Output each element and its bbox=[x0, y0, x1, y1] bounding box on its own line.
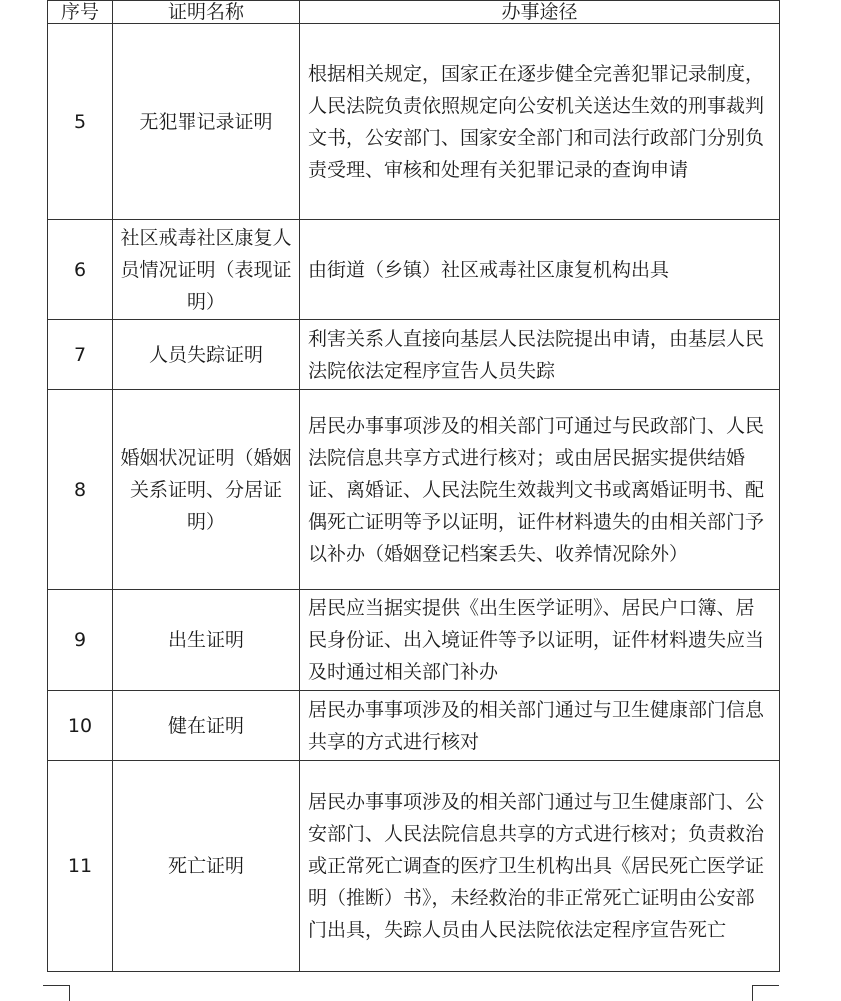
certificate-table bbox=[47, 0, 780, 972]
row-path: 居民办事事项涉及的相关部门可通过与民政部门、人民法院信息共享方式进行核对；或由居民据实提供结婚证、离婚证、人民法院生效裁判文书或离婚证明书、配偶死亡证明等予以证明，证件材料遗失的由相关部门予以补办（婚姻登记档案丢失、收养情况除外） bbox=[300, 390, 780, 590]
table-row bbox=[48, 590, 780, 691]
row-name: 社区戒毒社区康复人员情况证明（表现证明） bbox=[113, 220, 300, 320]
row-name: 健在证明 bbox=[113, 691, 300, 761]
row-path: 根据相关规定，国家正在逐步健全完善犯罪记录制度，人民法院负责依照规定向公安机关送达生效的刑事裁判文书，公安部门、国家安全部门和司法行政部门分别负责受理、审核和处理有关犯罪记录的查询申请 bbox=[300, 24, 780, 220]
row-name: 死亡证明 bbox=[113, 761, 300, 972]
row-name: 无犯罪记录证明 bbox=[113, 24, 300, 220]
row-name: 人员失踪证明 bbox=[113, 320, 300, 390]
row-no: 5 bbox=[48, 24, 113, 220]
table-row bbox=[48, 220, 780, 320]
table-row bbox=[48, 691, 780, 761]
table-header-row bbox=[48, 1, 780, 24]
row-path: 居民办事事项涉及的相关部门通过与卫生健康部门、公安部门、人民法院信息共享的方式进行核对；负责救治或正常死亡调查的医疗卫生机构出具《居民死亡医学证明（推断）书》，未经救治的非正常死亡证明由公安部门出具，失踪人员由人民法院依法定程序宣告死亡 bbox=[300, 761, 780, 972]
header-name: 证明名称 bbox=[113, 1, 300, 24]
row-no: 7 bbox=[48, 320, 113, 390]
page-corner-mark-right bbox=[752, 985, 779, 1001]
row-name: 出生证明 bbox=[113, 590, 300, 691]
header-no: 序号 bbox=[48, 1, 113, 24]
row-path: 居民应当据实提供《出生医学证明》、居民户口簿、居民身份证、出入境证件等予以证明，证件材料遗失应当及时通过相关部门补办 bbox=[300, 590, 780, 691]
header-path: 办事途径 bbox=[300, 1, 780, 24]
row-path: 居民办事事项涉及的相关部门通过与卫生健康部门信息共享的方式进行核对 bbox=[300, 691, 780, 761]
table-row bbox=[48, 390, 780, 590]
row-path: 利害关系人直接向基层人民法院提出申请，由基层人民法院依法定程序宣告人员失踪 bbox=[300, 320, 780, 390]
table-row bbox=[48, 320, 780, 390]
table-row bbox=[48, 761, 780, 972]
row-no: 8 bbox=[48, 390, 113, 590]
certificate-table-page bbox=[47, 0, 779, 972]
row-no: 9 bbox=[48, 590, 113, 691]
row-path: 由街道（乡镇）社区戒毒社区康复机构出具 bbox=[300, 220, 780, 320]
row-name: 婚姻状况证明（婚姻关系证明、分居证明） bbox=[113, 390, 300, 590]
row-no: 11 bbox=[48, 761, 113, 972]
page-corner-mark-left bbox=[43, 985, 70, 1001]
table-row bbox=[48, 24, 780, 220]
row-no: 10 bbox=[48, 691, 113, 761]
row-no: 6 bbox=[48, 220, 113, 320]
